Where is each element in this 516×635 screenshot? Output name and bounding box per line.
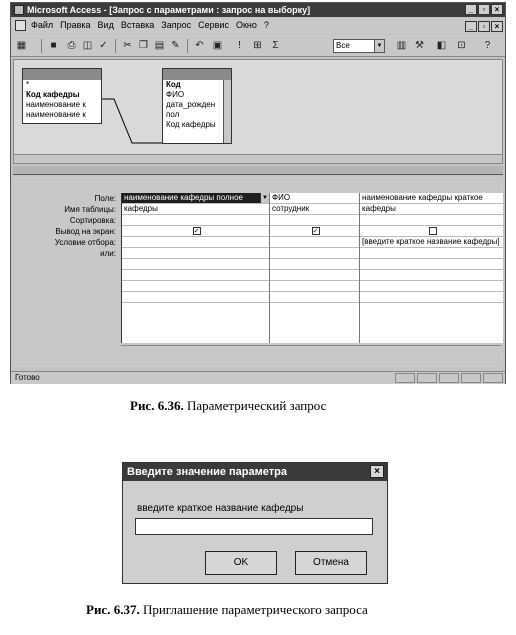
run-icon[interactable]: !: [238, 40, 241, 51]
status-indicator: [439, 373, 459, 383]
empty-cell[interactable]: [360, 270, 503, 281]
ok-button[interactable]: OK: [205, 551, 277, 575]
dialog-prompt: введите краткое название кафедры: [137, 503, 304, 514]
row-label-show: Вывод на экран:: [55, 227, 116, 236]
row-label-table: Имя таблицы:: [64, 205, 116, 214]
or-cell[interactable]: [360, 248, 503, 259]
grid-column: [122, 193, 270, 343]
close-icon[interactable]: ×: [370, 465, 384, 478]
status-indicator: [417, 373, 437, 383]
maximize-button[interactable]: ▫: [478, 4, 490, 15]
empty-cell[interactable]: [270, 281, 359, 292]
or-cell[interactable]: [270, 248, 359, 259]
grid-row-labels: [13, 193, 119, 259]
spelling-icon[interactable]: ✓: [99, 40, 108, 51]
save-icon[interactable]: ■: [50, 40, 57, 51]
database-window-icon[interactable]: ◧: [436, 40, 447, 51]
empty-cell[interactable]: [360, 259, 503, 270]
empty-cell[interactable]: [122, 281, 269, 292]
access-window: [10, 2, 506, 384]
field-row[interactable]: Код кафедры: [26, 90, 80, 99]
menu-bar: [11, 18, 505, 34]
show-checkbox[interactable]: ✓: [193, 228, 200, 235]
menu-edit[interactable]: Правка: [60, 20, 91, 30]
paste-icon[interactable]: ▤: [154, 40, 165, 51]
status-indicator: [395, 373, 415, 383]
empty-cell[interactable]: [270, 292, 359, 303]
criteria-cell[interactable]: [270, 237, 359, 248]
chevron-down-icon[interactable]: ▼: [260, 193, 269, 203]
figure-number: Рис. 6.37.: [86, 602, 140, 617]
empty-cell[interactable]: [270, 270, 359, 281]
field-row[interactable]: *: [26, 80, 30, 89]
table-cell[interactable]: кафедры: [122, 204, 269, 215]
empty-cell[interactable]: [270, 259, 359, 270]
field-cell[interactable]: [122, 193, 269, 204]
query-type-icon[interactable]: ▣: [212, 40, 223, 51]
figure-text: Параметрический запрос: [186, 398, 327, 413]
show-table-icon[interactable]: ⊞: [253, 40, 262, 51]
toolbar-separator: [41, 39, 42, 53]
field-cell[interactable]: наименование кафедры краткое: [360, 193, 503, 204]
menu-view[interactable]: Вид: [97, 20, 114, 30]
empty-cell[interactable]: [360, 292, 503, 303]
show-cell[interactable]: [270, 226, 359, 237]
field-row[interactable]: наименование к: [26, 110, 86, 119]
sort-cell[interactable]: [122, 215, 269, 226]
status-indicator: [461, 373, 481, 383]
help-icon[interactable]: ?: [484, 40, 491, 51]
sort-cell[interactable]: [360, 215, 503, 226]
empty-cell[interactable]: [122, 270, 269, 281]
empty-cell[interactable]: [122, 259, 269, 270]
top-values-value: Все: [336, 41, 350, 50]
criteria-cell[interactable]: [введите краткое название кафедры]: [360, 237, 503, 248]
field-row[interactable]: наименование к: [26, 100, 86, 109]
parameter-input[interactable]: [135, 518, 373, 535]
new-object-icon[interactable]: ⊡: [457, 40, 466, 51]
menu-window[interactable]: Окно: [235, 20, 257, 30]
toolbar: [11, 35, 505, 57]
grid-scrollbar[interactable]: [121, 345, 501, 354]
row-label-field: Поле:: [94, 194, 116, 203]
grid-column: [270, 193, 360, 343]
cancel-button[interactable]: Отмена: [295, 551, 367, 575]
menu-help[interactable]: ?: [263, 20, 269, 30]
field-row[interactable]: Код кафедры: [166, 120, 216, 129]
field-value: наименование кафедры полное: [124, 193, 243, 202]
pane-splitter[interactable]: [13, 166, 503, 175]
view-icon[interactable]: ▦: [16, 40, 27, 51]
build-icon[interactable]: ⚒: [415, 40, 424, 51]
preview-icon[interactable]: ◫: [82, 40, 93, 51]
menu-tools[interactable]: Сервис: [198, 20, 229, 30]
show-checkbox[interactable]: ✓: [312, 228, 319, 235]
qbe-grid: [13, 177, 503, 367]
properties-icon[interactable]: ▥: [396, 40, 407, 51]
table-cell[interactable]: сотрудник: [270, 204, 359, 215]
figure-number: Рис. 6.36.: [130, 398, 184, 413]
grid-column: [360, 193, 503, 343]
dialog-title: Введите значение параметра: [123, 463, 387, 481]
grid-columns: [121, 193, 503, 343]
menu-insert[interactable]: Вставка: [120, 20, 155, 30]
field-row[interactable]: ФИО: [166, 90, 185, 99]
figure-text: Приглашение параметрического запроса: [142, 602, 368, 617]
show-cell[interactable]: [122, 226, 269, 237]
document-icon[interactable]: [15, 20, 26, 31]
menu-file[interactable]: Файл: [31, 20, 54, 30]
print-icon[interactable]: ⎙: [67, 40, 76, 51]
row-label-or: или:: [100, 249, 116, 258]
field-row[interactable]: пол: [166, 110, 180, 119]
empty-cell[interactable]: [122, 292, 269, 303]
status-indicators: [395, 373, 503, 383]
status-text: Готово: [15, 373, 40, 382]
format-painter-icon[interactable]: ✎: [171, 40, 180, 51]
row-label-criteria: Условие отбора:: [54, 238, 116, 247]
field-row[interactable]: дата_рожден: [166, 100, 216, 109]
toolbar-separator: [187, 39, 188, 53]
relationship-line: [14, 60, 504, 165]
toolbar-separator: [115, 39, 116, 53]
cut-icon[interactable]: ✂: [123, 40, 132, 51]
empty-cell[interactable]: [360, 281, 503, 292]
document-controls: [465, 21, 503, 32]
window-controls: [465, 4, 503, 15]
chevron-down-icon[interactable]: ▼: [374, 40, 384, 52]
figure-caption-1: [130, 398, 326, 414]
show-checkbox[interactable]: [429, 227, 437, 235]
field-row[interactable]: Код: [166, 80, 181, 89]
title-bar: [11, 3, 505, 17]
table-pane: [13, 59, 503, 164]
table-cell[interactable]: кафедры: [360, 204, 503, 215]
parameter-dialog: [122, 462, 388, 584]
field-cell[interactable]: ФИО: [270, 193, 359, 204]
doc-close-button[interactable]: ×: [491, 21, 503, 32]
sort-cell[interactable]: [270, 215, 359, 226]
or-cell[interactable]: [122, 248, 269, 259]
undo-icon[interactable]: ↶: [195, 40, 204, 51]
totals-icon[interactable]: Σ: [272, 40, 279, 51]
status-bar: [11, 371, 505, 384]
minimize-button[interactable]: _: [465, 4, 477, 15]
close-button[interactable]: ×: [491, 4, 503, 15]
criteria-cell[interactable]: [122, 237, 269, 248]
copy-icon[interactable]: ❐: [139, 40, 148, 51]
figure-caption-2: [86, 602, 368, 618]
menu-query[interactable]: Запрос: [161, 20, 192, 30]
access-app-icon: [14, 5, 24, 15]
doc-maximize-button[interactable]: ▫: [478, 21, 490, 32]
show-cell[interactable]: [360, 226, 503, 237]
top-values-combo[interactable]: [333, 39, 385, 53]
window-title: Microsoft Access - [Запрос с параметрами : запрос на выборку]: [27, 5, 311, 15]
table-pane-scrollbar[interactable]: [14, 154, 502, 163]
row-label-sort: Сортировка:: [69, 216, 116, 225]
status-indicator: [483, 373, 503, 383]
doc-minimize-button[interactable]: _: [465, 21, 477, 32]
